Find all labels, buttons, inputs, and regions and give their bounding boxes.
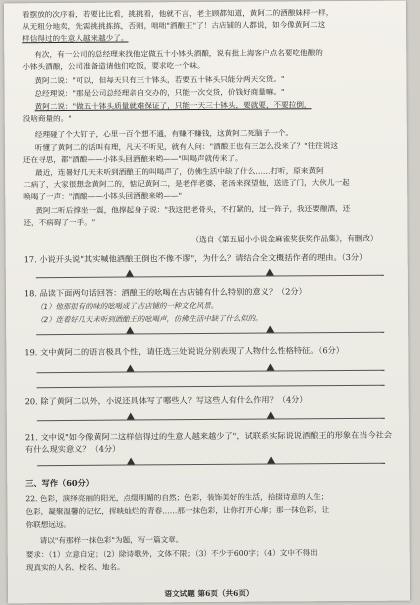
triangle-marker-icon — [126, 327, 134, 334]
passage-line: 有次，有一公司的总经理来找他定做五十小钵头酒酿，说有批上海客户点名要吃他酿的 — [34, 48, 323, 60]
triangle-marker-icon — [127, 413, 135, 420]
question-text: 文中说"如今像黄阿二这样信得过的生意人越来越少了"，试联系实际说说酒酿王的形象在当今社会有什么现实意义？（4分） — [24, 429, 393, 455]
passage-line: 经理碰了个大钉子，心里一百个想不通，有赚不赚钱，这黄阿二死脑子一个。 — [34, 128, 294, 140]
question-18 — [24, 285, 394, 300]
question-number: 20. — [24, 396, 38, 407]
question-number: 22. — [25, 494, 38, 504]
triangle-marker-icon — [266, 326, 274, 333]
passage-line: 样信得过的生意人越来越少了。 — [22, 33, 129, 44]
writing-prompt-line: 现真实的人名、校名、地名。 — [25, 562, 125, 573]
writing-prompt-line: 要求：（1）立意自定；（2）除诗歌外，文体不限；（3）不少于600字；（4）文中不得出 — [25, 548, 318, 560]
writing-heading: 三、写作（60分） — [25, 477, 95, 489]
question-text: 小说开头说"其实喊他酒酿王倒也不像不谬"，为什么？请结合全文概括作者的理由。（3分） — [39, 251, 368, 265]
passage-line: 二病了，大家很想念黄阿二的，惦记黄阿二，是老伴老婆、老汤来探望他，送进了门，大伙儿一起 — [23, 178, 350, 190]
question-number: 21. — [24, 432, 39, 443]
triangle-marker-icon — [267, 457, 275, 464]
passage-line: 黄阿二说："可以，但每天只有三十钵头，若要五十钵头只能分两天交货。" — [34, 74, 285, 86]
writing-prompt-line: 22. 色彩，演绎亮丽的阳光，点缀明媚的自然；色彩，装饰美好的生活，拾掇诗意的人生； — [25, 492, 329, 504]
passage-line: 看摆放的次序看，若要比比看，挑挑看，他就不言，老主顾都知道，黄阿二的酒酿妹样一样， — [21, 8, 334, 20]
writing-prompt-line: 你联想远远。 — [25, 519, 72, 530]
passage-line: 还，不病碍了一手。" — [23, 217, 96, 228]
question-text: 除了黄阿二以外，小说还具体写了哪些人？写这些人有什么作用？（4分） — [40, 394, 308, 407]
triangle-marker-icon — [267, 412, 275, 419]
question-text: 品读下面两句话回答：酒酿王的吆喝在古店铺有什么特别的意义？（2分） — [39, 286, 307, 299]
question-20 — [25, 393, 395, 408]
question-number: 17. — [23, 254, 37, 265]
passage-line: 小钵头酒酿，公司准备造请他们吃饭，要求吃一个味。 — [22, 61, 205, 72]
passage-line: 从无粗分地卖，先需挑挑拣拣，否则，咄咄"酒酿王"了！古店铺的人都说，如今像黄阿二这 — [22, 20, 326, 32]
writing-prompt-line: 请以"有那样一抹色彩"为题，写一篇文章。 — [39, 535, 184, 546]
writing-prompt-line: 色彩，凝聚温馨的记忆，挥映灿烂的青春……那一抹色彩，让你打开心扉；那一抹色彩，让 — [25, 505, 330, 517]
passage-line: 黄阿二听后撑坐一震，他撑起身子说："我这把老骨头，不打紧的，过一阵子，我还要酿酒，还 — [35, 203, 351, 216]
question-number: 18. — [23, 288, 38, 299]
source-note: （选自《第五届小小说金麻雀奖获奖作品集》，有删改） — [191, 233, 378, 245]
answer-line[interactable] — [37, 385, 385, 388]
page-footer: 语文试题 第6页（共6页） — [164, 588, 254, 599]
passage-line: 黄阿二说："做五十钵头质量就难保证了，只能一天三十钵头，要就要，不要拉倒， — [34, 100, 312, 112]
triangle-marker-icon — [127, 458, 135, 465]
passage-line: 听懂了黄阿二的话叫有理，凡天不听见，就有人问："酒酿王也有三怎么没来了？"往往说这 — [34, 141, 339, 153]
answer-sentence: （2）连着好几天未听到酒酿王的吆喝声，仿佛生活中缺了什么似的。 — [36, 313, 263, 325]
triangle-marker-icon — [126, 365, 134, 372]
question-19 — [24, 344, 394, 359]
passage-line: 总经理说："那是公司总经理亲自交办的，只能一次交货，价钱好商量嘛。" — [34, 87, 285, 99]
question-number: 19. — [24, 347, 38, 358]
question-17 — [24, 251, 394, 266]
passage-line: 没啥商量的。" — [22, 113, 72, 124]
question-21 — [25, 429, 395, 456]
exam-page — [4, 1, 410, 604]
triangle-marker-icon — [266, 269, 274, 276]
passage-line: 唤喝了一声："酒酿——小钵头回酒酿来哟——" — [23, 191, 183, 202]
triangle-marker-icon — [126, 270, 134, 277]
passage-line: 还在寻思，都"酒酿——小钵头回酒酿来哟——"叫喝声就传来了。 — [22, 153, 243, 165]
answer-sentence: （1）他那很有的味的吆喝成了古店铺的一种文化风景。 — [35, 300, 219, 312]
triangle-marker-icon — [266, 364, 274, 371]
question-text: 文中黄阿二的语言极具个性，请任选三处说说分别表现了人物什么性格特征。（6分） — [39, 345, 345, 358]
passage-line: 最近，连暑好几天未听到酒酿王的叫喝声了，仿佛生活中缺了什么……打听，原来黄阿 — [35, 166, 324, 178]
